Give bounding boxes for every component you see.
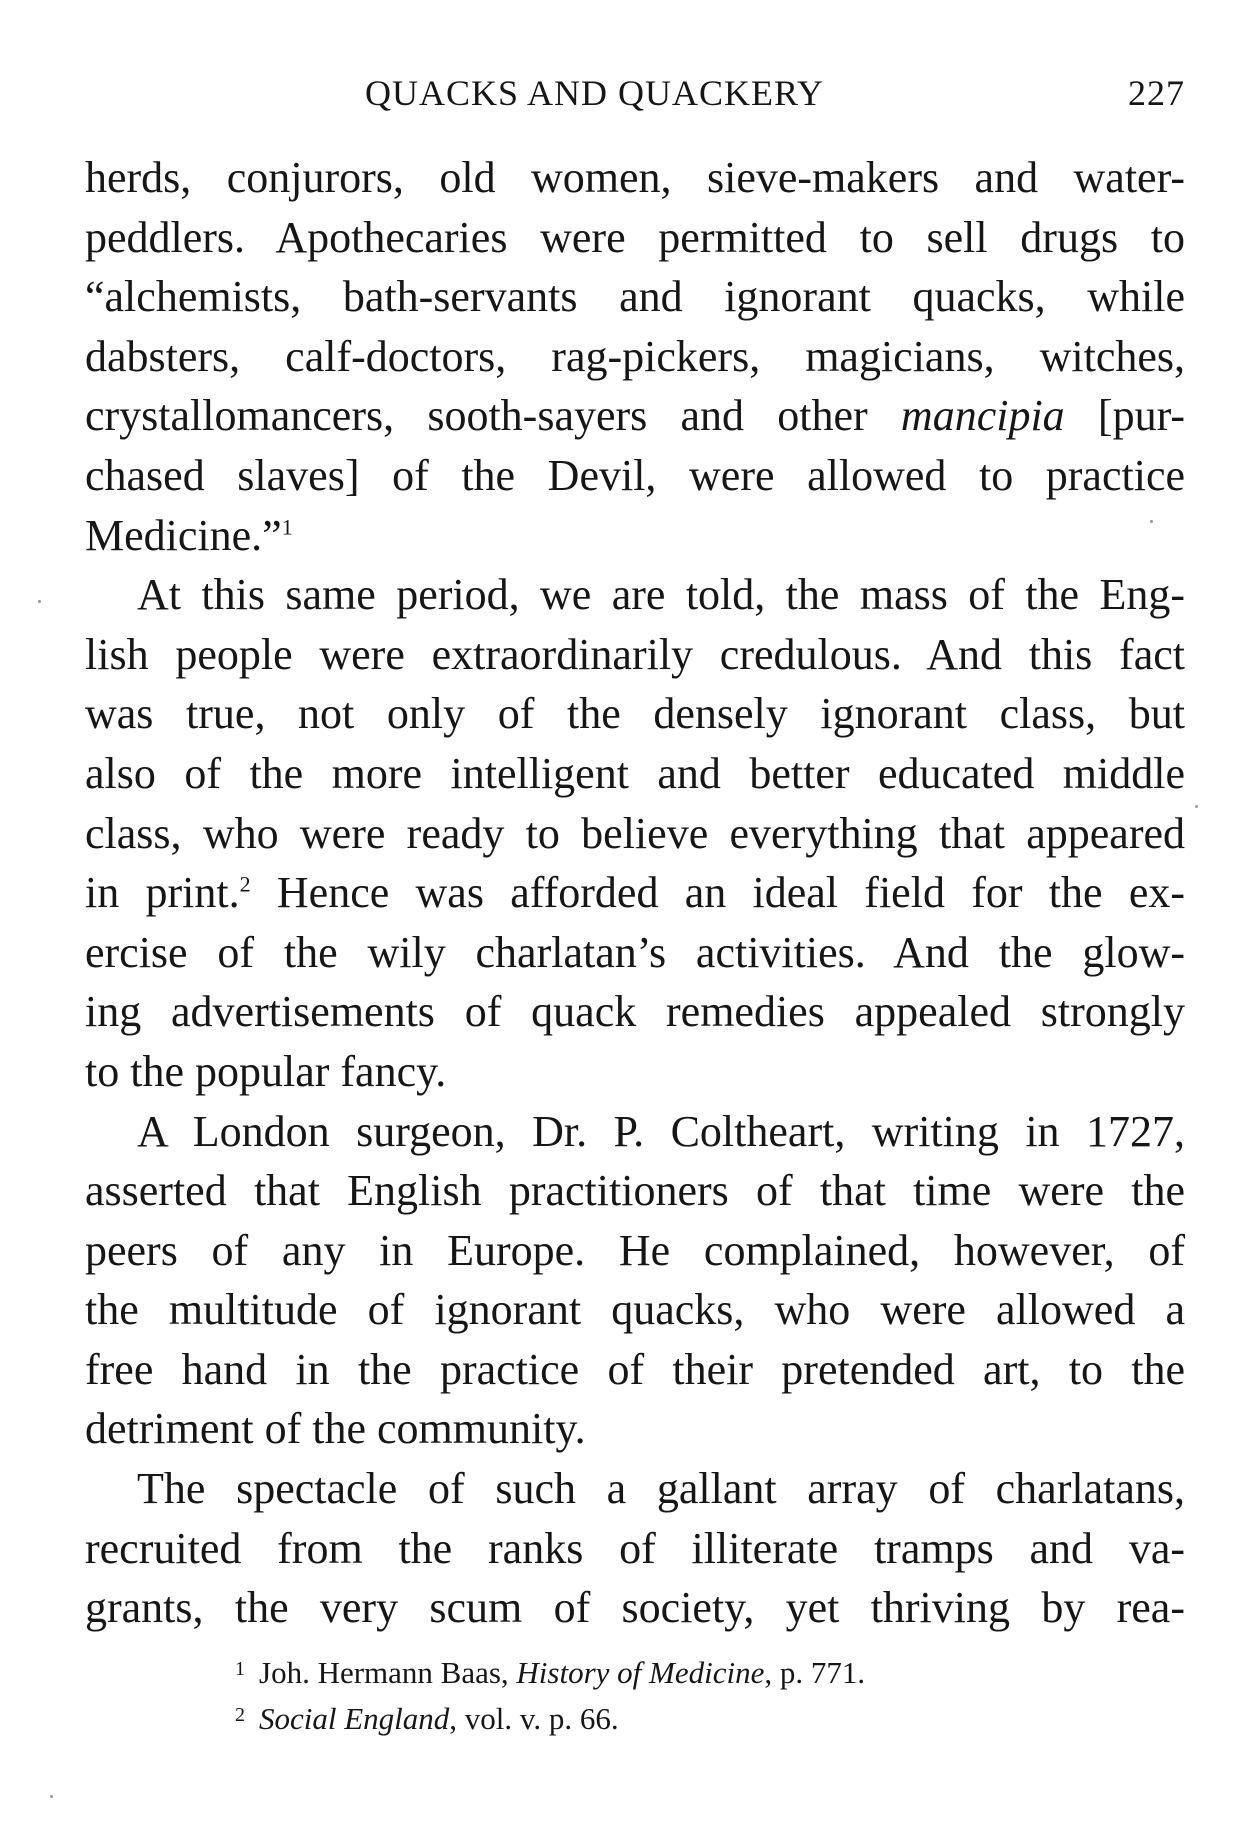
footnote-text: , p. 771.	[764, 1655, 866, 1690]
footnote-mark: 2	[235, 1704, 245, 1726]
text-line: dabsters, calf-doctors, rag-pickers, magicians, witches,	[85, 331, 1185, 381]
text-run: Medicine.”	[85, 510, 282, 560]
text-line: also of the more intelligent and better educated middle	[85, 748, 1185, 798]
footnote-mark: 1	[235, 1658, 245, 1680]
text-line: was true, not only of the densely ignorant class, but	[85, 689, 1185, 739]
footnote-ref: 1	[281, 513, 293, 539]
text-run: [pur-	[1064, 391, 1185, 441]
text-line: recruited from the ranks of illiterate tramps and va-	[85, 1523, 1185, 1573]
scan-speck	[38, 600, 41, 603]
italic-term: mancipia	[900, 391, 1065, 441]
text-line: “alchemists, bath-servants and ignorant quacks, while	[85, 272, 1185, 322]
text-line: the multitude of ignorant quacks, who were allowed a	[85, 1285, 1185, 1335]
text-run: in print.	[85, 868, 240, 918]
text-line	[85, 386, 1185, 446]
text-line: grants, the very scum of society, yet thriving by rea-	[85, 1583, 1185, 1633]
text-line: detriment of the community.	[85, 1404, 586, 1454]
text-line	[85, 863, 1185, 923]
scan-speck	[50, 1795, 53, 1798]
text-run: Hence was afforded an ideal field for the ex-	[250, 868, 1186, 918]
text-line: ing advertisements of quack remedies appealed strongly	[85, 987, 1185, 1037]
footnote-2	[235, 1696, 1135, 1742]
text-line: ercise of the wily charlatan’s activities. And the glow-	[85, 927, 1185, 977]
text-line: chased slaves] of the Devil, were allowed to practice	[85, 450, 1185, 500]
footnote-text: , vol. v. p. 66.	[449, 1701, 619, 1736]
text-line: to the popular fancy.	[85, 1046, 447, 1096]
text-line: The spectacle of such a gallant array of charlatans,	[137, 1464, 1185, 1514]
text-line	[85, 506, 1185, 566]
footnotes	[235, 1650, 1135, 1742]
text-line: asserted that English practitioners of that time were the	[85, 1166, 1185, 1216]
footnote-text: Joh. Hermann Baas,	[259, 1655, 517, 1690]
text-line: free hand in the practice of their pretended art, to the	[85, 1344, 1185, 1394]
body-text	[85, 148, 1185, 1638]
text-line: A London surgeon, Dr. P. Coltheart, writing in 1727,	[137, 1106, 1185, 1156]
running-title: QUACKS AND QUACKERY	[365, 73, 825, 113]
scan-speck	[1150, 520, 1153, 523]
text-line: At this same period, we are told, the mass of the Eng-	[137, 570, 1185, 620]
text-line: peers of any in Europe. He complained, however, of	[85, 1225, 1185, 1275]
text-line: lish people were extraordinarily credulous. And this fact	[85, 629, 1185, 679]
footnote-1	[235, 1650, 1135, 1696]
footnote-title: History of Medicine	[516, 1655, 765, 1690]
text-run: crystallomancers, sooth-sayers and other	[85, 391, 901, 441]
scan-speck	[1195, 805, 1198, 808]
text-line: peddlers. Apothecaries were permitted to sell drugs to	[85, 212, 1185, 262]
footnote-ref: 2	[239, 871, 251, 897]
text-line: herds, conjurors, old women, sieve-makers and water-	[85, 153, 1185, 202]
running-head	[85, 72, 1185, 122]
page-number: 227	[1128, 73, 1185, 113]
footnote-title: Social England	[259, 1701, 450, 1736]
text-line: class, who were ready to believe everything that appeared	[85, 808, 1185, 858]
